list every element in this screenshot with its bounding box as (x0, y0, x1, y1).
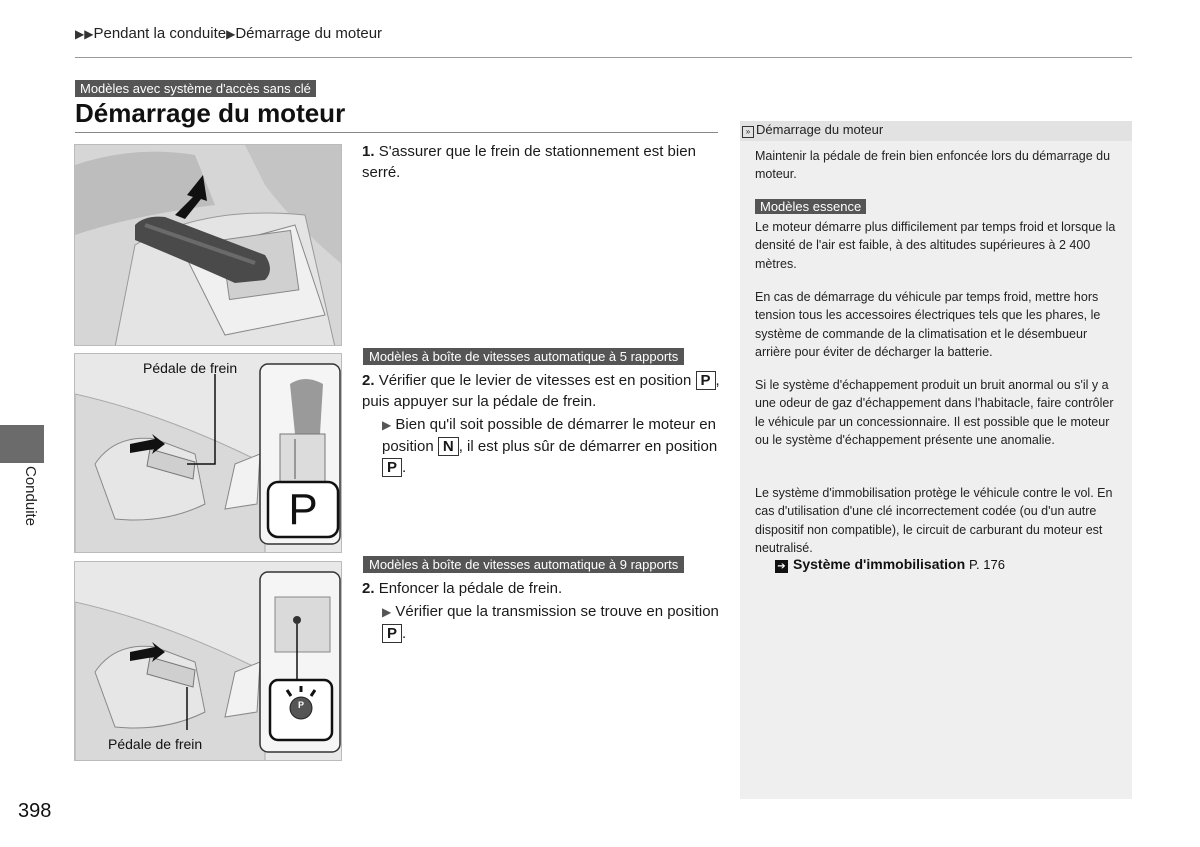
step-2-nine-speed (362, 578, 722, 644)
brake-pedal-9-speed-figure (74, 561, 342, 761)
parking-brake-illustration (75, 145, 342, 346)
step-1-text: S'assurer que le frein de stationnement est bien serré. (362, 143, 696, 181)
note-nine-speed (362, 601, 722, 644)
panel-para-4: Le système d'immobilisation protège le véhicule contre le vol. En cas d'utilisation d'une clé incorrectement codée (ou d'un autre dispositif non compatible), le circuit de carburant du moteur est neutralisé. (755, 486, 1113, 555)
model-tag: Modèles avec système d'accès sans clé (75, 80, 316, 97)
nine-speed-tag: Modèles à boîte de vitesses automatique à 9 rapports (363, 556, 684, 573)
step-2-text-9: Enfoncer la pédale de frein. (378, 580, 563, 597)
header-rule (75, 57, 1132, 58)
gear-p-callout: P (288, 484, 318, 534)
note-9-text-a: Vérifier que la transmission se trouve en position (395, 603, 719, 620)
reference-icon: » (742, 126, 754, 138)
triangle-icon: ▶ (226, 27, 236, 41)
side-panel-title (742, 122, 883, 138)
note-9-text-b: . (402, 625, 407, 642)
panel-para-1: Le moteur démarre plus difficilement par temps froid et lorsque la densité de l'air est faible, à des altitudes supérieures à 2 400 mètres. (755, 220, 1116, 271)
note-text-c: . (402, 459, 407, 476)
brake-pedal-label: Pédale de frein (143, 360, 238, 376)
chapter-tab[interactable] (0, 425, 44, 463)
title-rule (75, 132, 718, 133)
step-2-text-b: , puis appuyer sur la pédale de frein. (362, 372, 720, 410)
key-p: P (382, 624, 402, 643)
note-text-b: , il est plus sûr de démarrer en position (458, 438, 718, 455)
link-arrow-icon: ➔ (775, 560, 788, 573)
step-2-number-9: 2. (362, 580, 375, 597)
parking-brake-figure (74, 144, 342, 346)
breadcrumb-item-conduite[interactable]: Pendant la conduite (93, 25, 227, 42)
step-2-text-a: Vérifier que le levier de vitesses est en position (378, 372, 692, 389)
page-title: Démarrage du moteur (75, 98, 346, 128)
side-panel-title-text: Démarrage du moteur (756, 122, 884, 137)
brake-pedal-5-speed-figure (74, 353, 342, 553)
breadcrumb-item-demarrage[interactable]: Démarrage du moteur (235, 25, 383, 42)
step-1-number: 1. (362, 143, 375, 160)
note-text-a: Bien qu'il soit possible de démarrer le moteur en position (382, 416, 716, 455)
key-p: P (696, 371, 716, 390)
five-speed-tag: Modèles à boîte de vitesses automatique à 5 rapports (363, 348, 684, 365)
panel-intro: Maintenir la pédale de frein bien enfoncée lors du démarrage du moteur. (755, 149, 1111, 182)
brake-pedal-label-9: Pédale de frein (108, 736, 203, 752)
sub-arrow-icon: ▶ (382, 418, 392, 432)
note-five-speed (362, 414, 722, 478)
push-button-p: P (297, 700, 304, 710)
step-2-number: 2. (362, 372, 375, 389)
step-1 (362, 141, 722, 183)
essence-tag: Modèles essence (755, 199, 866, 214)
chapter-label: Conduite (22, 466, 39, 527)
panel-para-3: Si le système d'échappement produit un bruit anormal ou s'il y a une odeur de gaz d'échappement dans l'habitacle, faire contrôler le véhicule par un concessionnaire. Il est possible que le moteur ou le système d'échappement présente une anomalie. (755, 378, 1114, 447)
breadcrumb (75, 25, 382, 42)
xref-immobilisation[interactable] (775, 556, 1005, 573)
double-triangle-icon: ▶▶ (75, 27, 94, 41)
step-2-five-speed (362, 370, 722, 478)
brake-pedal-push-button-illustration (75, 562, 342, 761)
key-p: P (382, 458, 402, 477)
xref-page[interactable]: P. 176 (969, 557, 1005, 572)
key-n: N (438, 437, 459, 456)
xref-label[interactable]: Système d'immobilisation (793, 556, 966, 572)
panel-para-2: En cas de démarrage du véhicule par temps froid, mettre hors tension tous les accessoires électriques tels que les phares, le système de commande de la climatisation et le désembueur arrière pour éviter de décharger la batterie. (755, 290, 1101, 359)
page-number: 398 (18, 800, 52, 822)
sub-arrow-icon: ▶ (382, 605, 392, 619)
